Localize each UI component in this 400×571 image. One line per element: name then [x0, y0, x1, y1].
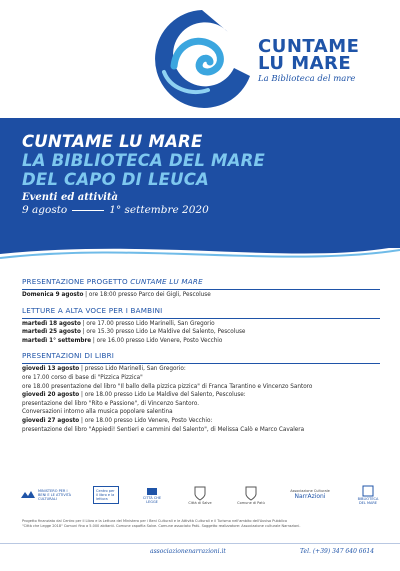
book-stack-icon: [361, 485, 375, 497]
narrazioni-logo: [287, 489, 333, 501]
hero-dates: [22, 204, 392, 216]
divider: [22, 289, 380, 290]
section-books: [22, 351, 392, 434]
list-item: martedì 25 agosto | ore 15.30 presso Lido Le Maldive del Salento, Pescoluse: [22, 329, 246, 336]
brand-block: [258, 38, 359, 84]
hero-events: Eventi ed attività: [22, 192, 119, 203]
list-item: giovedì 13 agosto | presso Lido Marinelli, San Gregorio:: [22, 366, 186, 373]
footer-divider: [0, 543, 400, 544]
section-title: [22, 277, 392, 286]
brand-title-2: LU MARE: [258, 53, 352, 74]
narrazioni-name-text: NarrAzioni: [294, 493, 326, 500]
list-item: ore 17.00 corso di base di "Pizzica Pizzica": [22, 374, 143, 381]
brand-title-1: CUNTAME: [258, 36, 360, 57]
funding-note-line-1: Progetto finanziato dal Centro per il Libro e la Lettura del Ministero per i Beni Culturali e le Attività Culturali e il Turismo nell'ambito dell'Avviso Pubblico: [22, 519, 288, 523]
salve-logo: [185, 485, 215, 505]
funding-note-line-2: "Città che Legge 2018" Comuni fino a 5.000 abitanti. Comune capofila Salve. Comune associato Patù. Soggetto realizzatore: Associazione culturale Narrazioni.: [22, 524, 301, 528]
header-area: [0, 0, 400, 128]
narrazioni-top-text: Associazione Culturale: [290, 489, 330, 493]
list-item: martedì 18 agosto | ore 17.00 presso Lido Marinelli, San Gregorio: [22, 320, 215, 327]
hero-title-1: CUNTAME LU MARE: [22, 132, 203, 151]
program-content: [22, 277, 392, 440]
section-title-italic: CUNTAME LU MARE: [130, 277, 203, 286]
patu-logo-text: Comune di Patù: [237, 501, 265, 505]
hero-text: [22, 132, 392, 216]
section-title: PRESENTAZIONI DI LIBRI: [22, 351, 115, 361]
divider: [22, 363, 380, 364]
wave-divider-icon: [0, 232, 400, 272]
section-title-text: PRESENTAZIONE PROGETTO: [22, 277, 131, 286]
ministry-emblem-icon: [20, 488, 36, 502]
shield-icon: [245, 485, 257, 501]
section-readings: [22, 306, 392, 346]
list-item: giovedì 20 agosto | ore 18.00 presso Lido Le Maldive del Salento, Pescoluse:: [22, 392, 246, 399]
list-item: ore 18.00 presentazione del libro "Il ballo della pizzica pizzica" di Franca Tarantino e Vincenzo Santoro: [22, 383, 313, 390]
hero-title-3: DEL CAPO DI LEUCA: [22, 170, 210, 189]
cepell-logo: Centro per il libro e la lettura: [93, 486, 119, 504]
list-item: presentazione del libro "Appiedi! Sentieri e cammini del Salento", di Melissa Calò e Marco Cavalera: [22, 426, 305, 433]
shield-icon: [194, 485, 206, 501]
list-item: Conversazioni intorno alla musica popolare salentina: [22, 409, 173, 416]
list-item: giovedì 27 agosto | ore 18.00 presso Lido Venere, Posto Vecchio:: [22, 417, 213, 424]
hero-title-2: LA BIBLIOTECA DEL MARE: [22, 151, 265, 170]
wave-logo-icon: [150, 6, 254, 112]
funding-note: [22, 519, 382, 529]
date-start: 9 agosto: [22, 204, 68, 216]
patu-logo: [236, 485, 266, 505]
biblio-logo-text: BIBLIOTECA DEL MARE: [357, 497, 379, 505]
section-title: LETTURE A ALTA VOCE PER I BAMBINI: [22, 305, 163, 315]
website-link[interactable]: associazionenarrazioni.it: [150, 548, 226, 555]
date-dash: [72, 210, 104, 211]
list-item: martedì 1° settembre | ore 16.00 presso Lido Venere, Posto Vecchio: [22, 337, 223, 344]
divider: [22, 318, 380, 319]
book-icon: [146, 486, 158, 496]
salve-logo-text: Città di Salve: [188, 501, 212, 505]
phone-number: Tel. (+39) 347 640 6614: [300, 548, 375, 555]
brand-subtitle: La Biblioteca del mare: [258, 74, 356, 84]
biblio-logo: [354, 485, 382, 505]
sponsor-logos: [20, 478, 382, 512]
ministry-logo: [20, 488, 72, 502]
citta-logo-text: CITTÀ CHE LEGGE: [142, 496, 162, 504]
list-item: presentazione del libro "Rito e Passione", di Vincenzo Santoro.: [22, 400, 200, 407]
section-presentation: [22, 277, 392, 300]
list-item: Domenica 9 agosto | ore 18:00 presso Parco dei Gigli, Pescoluse: [22, 292, 211, 298]
ministry-logo-text: MINISTERO PER I BENI E LE ATTIVITÀ CULTURALI: [38, 489, 72, 501]
date-end: 1° settembre 2020: [109, 204, 209, 216]
citta-logo: [140, 486, 164, 504]
